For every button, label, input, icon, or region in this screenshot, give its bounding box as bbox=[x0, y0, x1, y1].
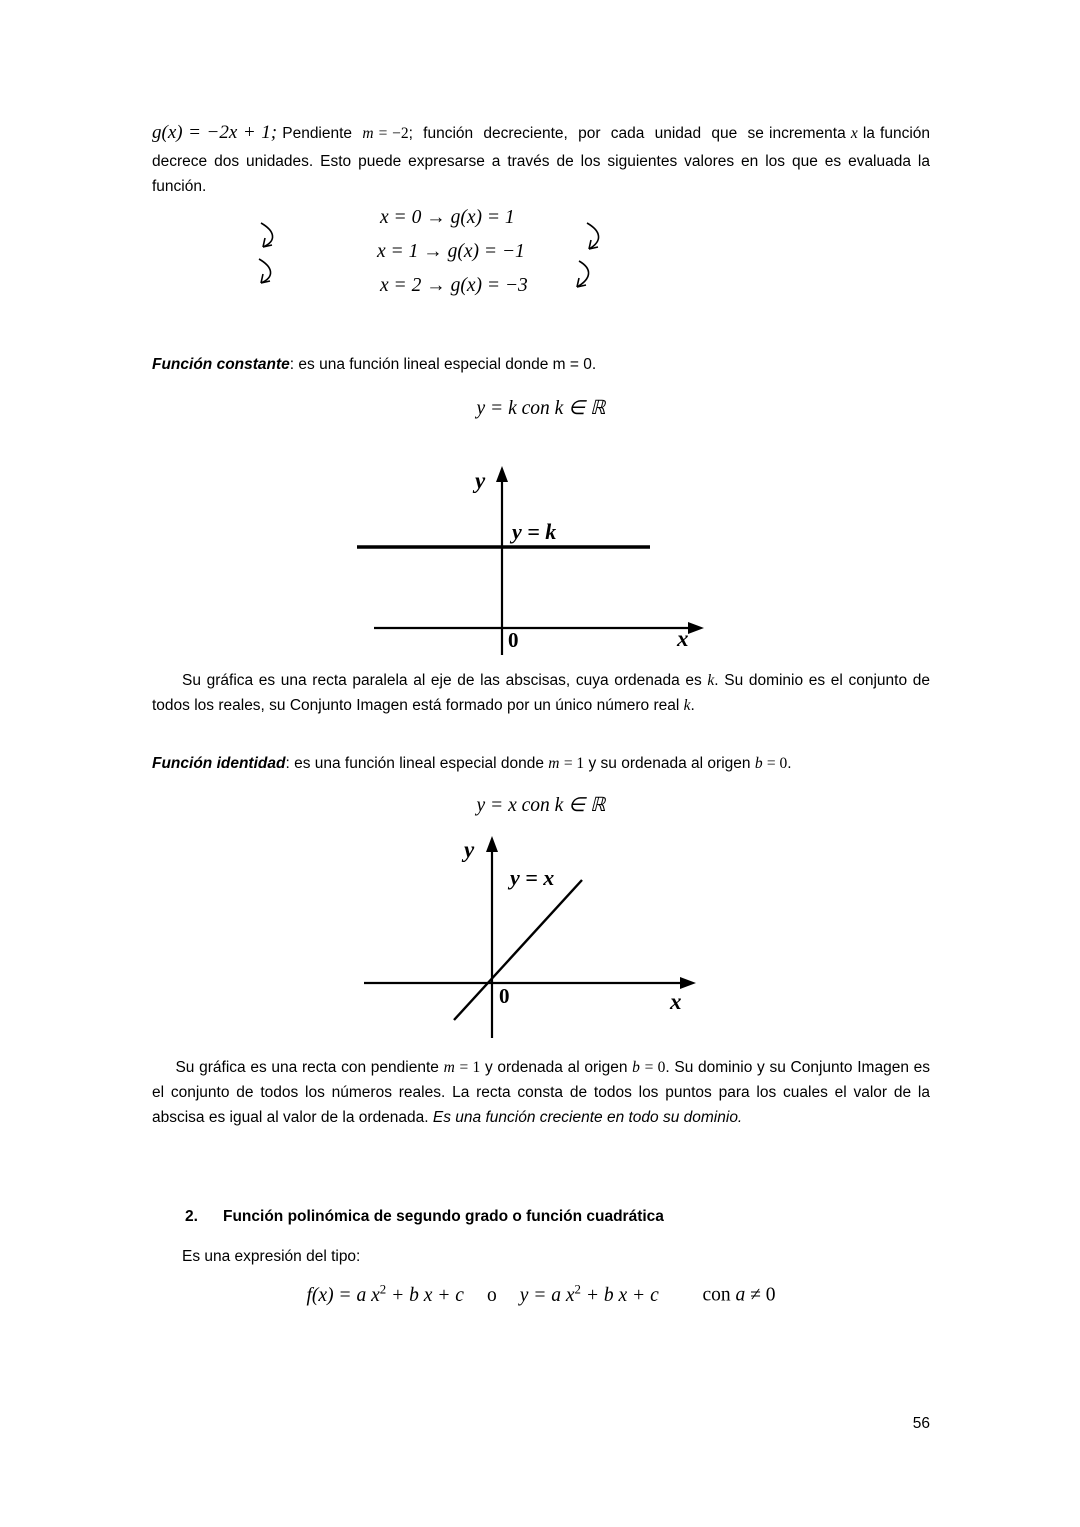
evaluation-arrow: → bbox=[423, 241, 443, 262]
section-2-title: Función polinómica de segundo grado o función cuadrática bbox=[223, 1208, 664, 1225]
section-2-number: 2. bbox=[185, 1208, 198, 1225]
funcion-constante-desc: : es una función lineal especial donde m = 0. bbox=[289, 356, 597, 373]
evaluation-arrow: → bbox=[426, 207, 446, 228]
evaluation-x: x = 1 bbox=[377, 241, 419, 262]
section-2-equation bbox=[152, 1282, 930, 1307]
funcion-identidad-desc: : es una función lineal especial donde m = 1 y su ordenada al origen b = 0. bbox=[285, 755, 792, 772]
figure-constante-y-label: y bbox=[475, 468, 486, 493]
evaluation-list bbox=[247, 205, 667, 310]
section-2-heading bbox=[185, 1208, 664, 1226]
figure-funcion-constante bbox=[152, 450, 930, 655]
figure-constante-curve-label: y = k bbox=[512, 519, 557, 544]
evaluation-x: x = 0 bbox=[380, 207, 422, 228]
funcion-constante-equation: y = k con k ∈ ℝ bbox=[476, 398, 606, 419]
equation-left: f(x) = a $x^2 + b$ x + c bbox=[306, 1282, 464, 1306]
funcion-identidad-equation: y = x con k ∈ ℝ bbox=[476, 795, 606, 816]
figure-constante-x-label: x bbox=[677, 626, 689, 651]
funcion-constante-title: Función constante bbox=[152, 356, 290, 373]
evaluation-result: g(x) = −1 bbox=[447, 241, 525, 262]
evaluation-row bbox=[377, 241, 525, 263]
evaluation-result: g(x) = 1 bbox=[450, 207, 515, 228]
equation-conjunction: o bbox=[486, 1284, 497, 1306]
paragraph-identidad-emphasis: Es una función creciente en todo su dominio. bbox=[432, 1109, 743, 1127]
gx-text: Pendiente m = −2; función decreciente, por cada unidad que se incrementa x la función decrece dos unidades. Esto puede expresarse a través de los siguientes valores en los que es evaluada la función. bbox=[152, 125, 931, 195]
funcion-constante-label bbox=[152, 356, 596, 374]
paragraph-identidad: Su gráfica es una recta con pendiente m = 1 y ordenada al origen b = 0. Su dominio y su Conjunto Imagen es el conjunto de todos los números reales. La recta consta de todos los puntos para los cuales el valor de la abscisa es igual al valor de la ordenada. Es una función creciente en todo su dominio. bbox=[152, 1059, 931, 1127]
figure-identidad-x-label: x bbox=[670, 989, 682, 1014]
evaluation-row bbox=[380, 207, 515, 229]
evaluation-arrow: → bbox=[426, 275, 446, 296]
funcion-identidad-label bbox=[152, 755, 930, 773]
evaluation-row bbox=[380, 275, 528, 297]
section-2-intro: Es una expresión del tipo: bbox=[182, 1248, 361, 1265]
figure-identidad-origin-label: 0 bbox=[499, 984, 510, 1008]
figure-funcion-identidad bbox=[152, 820, 930, 1040]
funcion-identidad-title: Función identidad bbox=[152, 755, 286, 772]
figure-identidad-svg bbox=[152, 820, 930, 1040]
figure-identidad-y-label: y bbox=[464, 837, 475, 862]
figure-constante-svg bbox=[152, 450, 930, 655]
page-number: 56 bbox=[912, 1415, 930, 1432]
gx-paragraph bbox=[152, 118, 930, 199]
paragraph-constante: Su gráfica es una recta paralela al eje de las abscisas, cuya ordenada es k. Su dominio es el conjunto de todos los reales, su Conjunto Imagen está formado por un único número real k. bbox=[152, 672, 930, 715]
gx-formula: g(x) = −2x + 1; bbox=[152, 122, 278, 143]
figure-identidad-curve-label: y = x bbox=[510, 865, 555, 890]
evaluation-result: g(x) = −3 bbox=[450, 275, 528, 296]
figure-constante-origin-label: 0 bbox=[508, 628, 519, 652]
gx-block bbox=[152, 118, 930, 199]
equation-condition: con a ≠ 0 bbox=[702, 1284, 776, 1306]
equation-right: y = a $x^2 + b$ x + c bbox=[519, 1282, 659, 1306]
evaluation-x: x = 2 bbox=[380, 275, 422, 296]
